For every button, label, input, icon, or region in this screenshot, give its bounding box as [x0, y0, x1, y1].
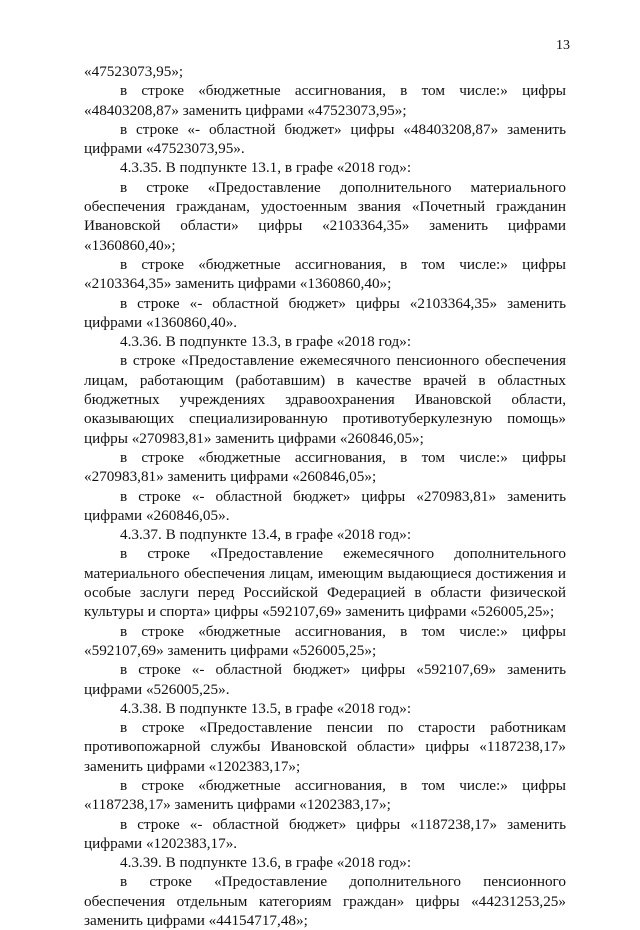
text-line: оказывающих специализированную противотуберкулезную помощь»: [84, 410, 566, 428]
text-line: цифрами «260846,05».: [84, 506, 230, 524]
text-line: бюджетных учреждениях здравоохранения Ивановской области,: [84, 391, 566, 409]
text-line: заменить цифрами «44154717,48»;: [84, 912, 308, 930]
text-line: в строке «- областной бюджет» цифры «1187238,17» заменить: [120, 815, 566, 833]
text-line: 4.3.36. В подпункте 13.3, в графе «2018 год»:: [120, 333, 412, 351]
text-line: 4.3.38. В подпункте 13.5, в графе «2018 год»:: [120, 699, 412, 717]
text-line: цифрами «1360860,40».: [84, 313, 238, 331]
text-line: «2103364,35» заменить цифрами «1360860,40»;: [84, 275, 392, 293]
text-line: лицам, работающим (работавшим) в качестве врачей в областных: [84, 371, 566, 389]
page-number: 13: [556, 38, 570, 53]
document-body: [84, 62, 566, 930]
text-line: в строке «бюджетные ассигнования, в том числе:» цифры: [120, 448, 566, 466]
text-line: «1360860,40»;: [84, 236, 176, 254]
text-line: «270983,81» заменить цифрами «260846,05»;: [84, 468, 377, 486]
text-line: в строке «- областной бюджет» цифры «48403208,87» заменить: [120, 120, 566, 138]
text-line: 4.3.39. В подпункте 13.6, в графе «2018 год»:: [120, 854, 412, 872]
text-line: противопожарной службы Ивановской области» цифры «1187238,17»: [84, 738, 566, 756]
text-line: в строке «- областной бюджет» цифры «270983,81» заменить: [120, 487, 566, 505]
text-line: в строке «бюджетные ассигнования, в том числе:» цифры: [120, 255, 566, 273]
text-line: цифрами «1202383,17».: [84, 834, 238, 852]
text-line: 4.3.37. В подпункте 13.4, в графе «2018 год»:: [120, 526, 412, 544]
text-line: «47523073,95»;: [84, 63, 184, 80]
text-line: 4.3.35. В подпункте 13.1, в графе «2018 год»:: [120, 159, 412, 177]
text-line: в строке «Предоставление дополнительного материального: [120, 178, 566, 196]
text-line: культуры и спорта» цифры «592107,69» заменить цифрами «526005,25»;: [84, 603, 555, 621]
text-line: в строке «бюджетные ассигнования, в том числе:» цифры: [120, 776, 566, 794]
text-line: цифры «270983,81» заменить цифрами «260846,05»;: [84, 429, 424, 447]
text-line: цифрами «526005,25».: [84, 680, 230, 698]
text-line: обеспечения гражданам, удостоенным звания «Почетный гражданин: [84, 198, 566, 216]
text-line: в строке «Предоставление ежемесячного пенсионного обеспечения: [120, 352, 566, 370]
text-line: в строке «- областной бюджет» цифры «2103364,35» заменить: [120, 294, 566, 312]
text-line: особые заслуги перед Российской Федерацией в области физической: [84, 584, 566, 602]
text-line: обеспечения отдельным категориям граждан» цифры «44231253,25»: [84, 892, 566, 910]
text-line: в строке «Предоставление ежемесячного дополнительного: [120, 545, 566, 563]
text-line: в строке «Предоставление пенсии по старости работникам: [120, 719, 566, 737]
text-line: в строке «бюджетные ассигнования, в том числе:» цифры: [120, 82, 566, 100]
text-line: в строке «- областной бюджет» цифры «592107,69» заменить: [120, 661, 566, 679]
text-line: цифрами «47523073,95».: [84, 140, 245, 158]
text-line: «1187238,17» заменить цифрами «1202383,17»;: [84, 796, 391, 814]
text-line: Ивановской области» цифры «2103364,35» заменить цифрами: [84, 217, 566, 235]
text-line: «48403208,87» заменить цифрами «47523073,95»;: [84, 101, 407, 119]
text-line: в строке «бюджетные ассигнования, в том числе:» цифры: [120, 622, 566, 640]
text-line: «592107,69» заменить цифрами «526005,25»;: [84, 641, 377, 659]
text-line: в строке «Предоставление дополнительного пенсионного: [120, 873, 566, 891]
text-line: заменить цифрами «1202383,17»;: [84, 757, 301, 775]
text-line: материального обеспечения лицам, имеющим выдающиеся достижения и: [84, 564, 566, 582]
